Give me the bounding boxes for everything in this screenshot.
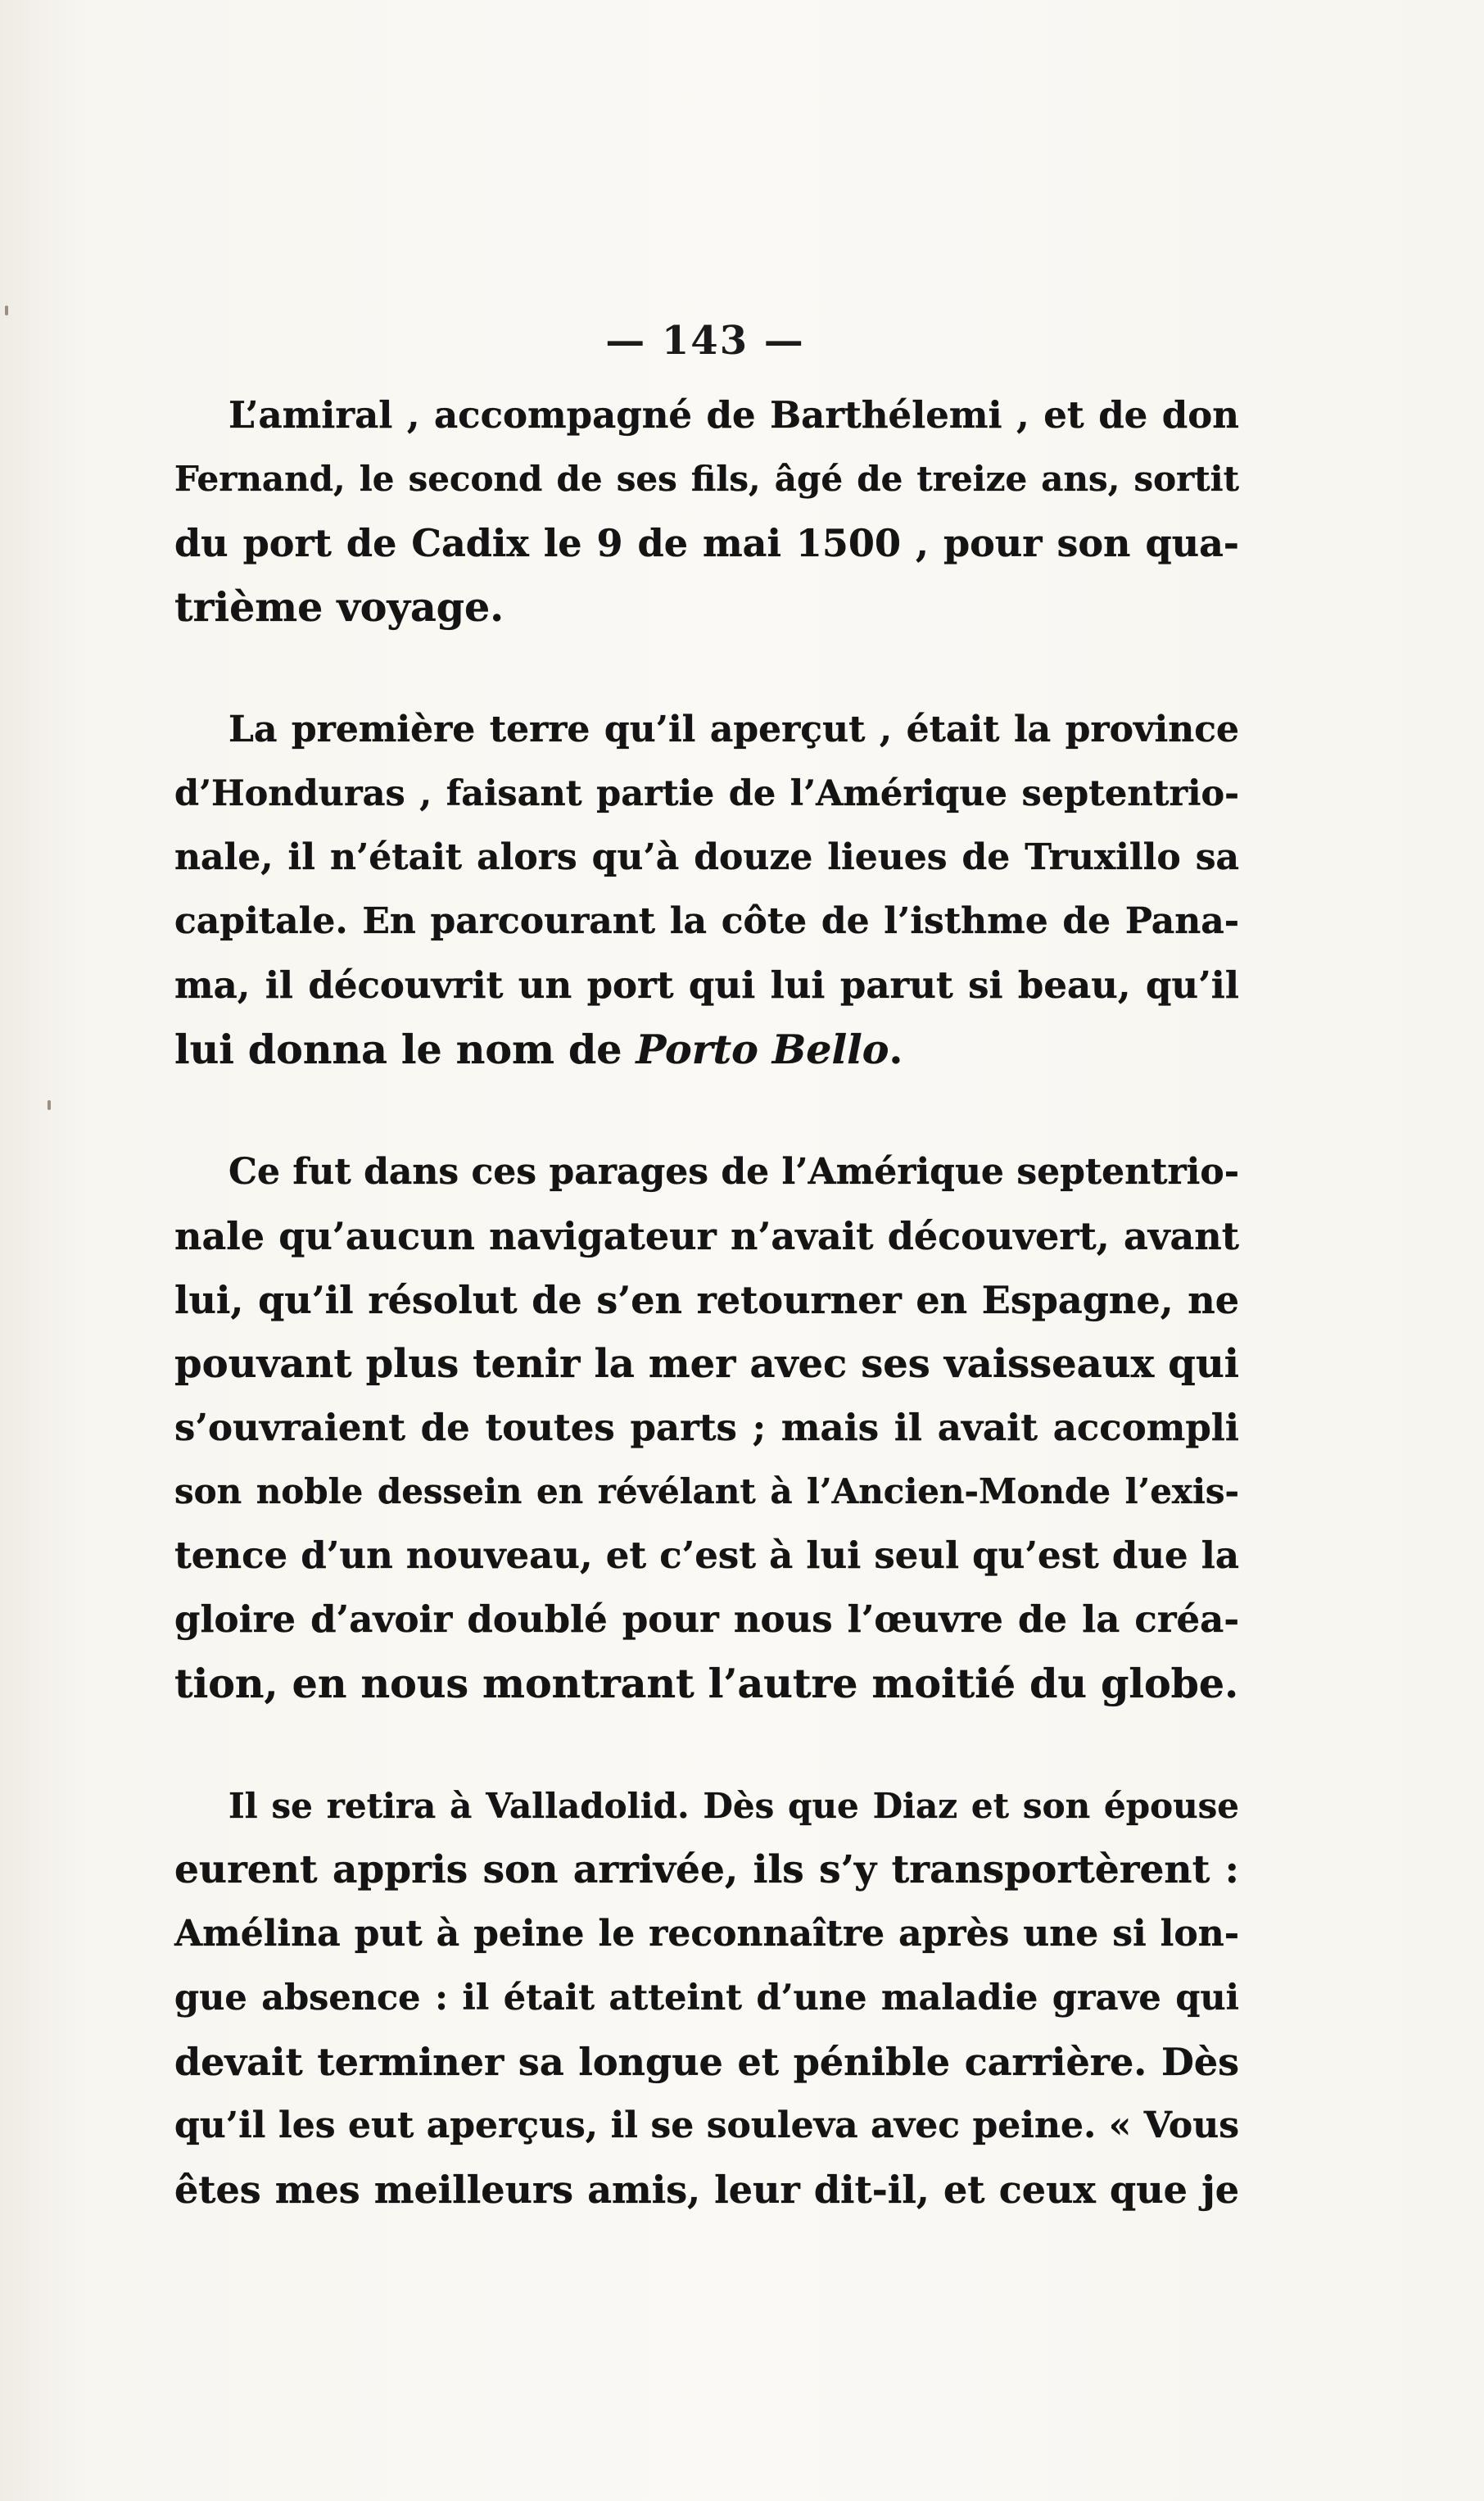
paragraph-4 [174, 1774, 1239, 2222]
text-line: Il se retira à Valladolid. Dès que Diaz et son épouse [228, 1786, 1239, 1826]
text-line: La première terre qu’il aperçut , était la province [228, 709, 1239, 750]
text-line: gloire d’avoir doublé pour nous l’œuvre de la créa- [174, 1597, 1239, 1641]
text-line: tion, en nous montrant l’autre moitié du globe. [174, 1660, 1239, 1707]
text-line: tence d’un nouveau, et c’est à lui seul qu’est due la [174, 1534, 1239, 1577]
text-line: eurent appris son arrivée, ils s’y transportèrent : [174, 1847, 1239, 1892]
italic-place-name: Porto Bello [636, 1026, 889, 1073]
paragraph-2 [174, 698, 1239, 1081]
text-line: s’ouvraient de toutes parts ; mais il avait accompli [174, 1406, 1239, 1449]
paper-speck [48, 1100, 51, 1110]
paragraph-1 [174, 383, 1239, 639]
text-line: son noble dessein en révélant à l’Ancien-Monde l’exis- [174, 1471, 1239, 1511]
text-line: gue absence : il était atteint d’une maladie grave qui [174, 1978, 1239, 2018]
text-line: nale qu’aucun navigateur n’avait découvert, avant [174, 1214, 1239, 1258]
body-text [174, 383, 1239, 2222]
text-line: capitale. En parcourant la côte de l’isthme de Pana- [174, 900, 1239, 942]
paper-speck [5, 306, 8, 315]
text-line: Fernand, le second de ses fils, âgé de treize ans, sortit [174, 459, 1239, 499]
text-line: Amélina put à peine le reconnaître après une si lon- [174, 1913, 1239, 1955]
text-line: ma, il découvrit un port qui lui parut si beau, qu’il [174, 963, 1239, 1007]
text-line: du port de Cadix le 9 de mai 1500 , pour son qua- [174, 521, 1239, 565]
paragraph-3 [174, 1140, 1239, 1715]
text-line: L’amiral , accompagné de Barthélemi , et de don [228, 393, 1239, 437]
text-line: nale, il n’était alors qu’à douze lieues de Truxillo sa [174, 836, 1239, 878]
text-line: Ce fut dans ces parages de l’Amérique septentrio- [228, 1151, 1239, 1193]
text-line: d’Honduras , faisant partie de l’Amérique septentrio- [174, 773, 1239, 814]
text-line: pouvant plus tenir la mer avec ses vaisseaux qui [174, 1341, 1239, 1387]
page-number: — 143 — [605, 318, 805, 364]
text-line-italic-porto-bello: lui donna le nom de Porto Bello. [174, 1026, 903, 1073]
text-line: êtes mes meilleurs amis, leur dit-il, et ceux que je [174, 2168, 1239, 2212]
text-line: devait terminer sa longue et pénible carrière. Dès [174, 2040, 1239, 2084]
text-line: trième voyage. [174, 583, 504, 631]
text-line: qu’il les eut aperçus, il se souleva avec peine. « Vous [174, 2105, 1239, 2146]
text-line: lui, qu’il résolut de s’en retourner en Espagne, ne [174, 1278, 1239, 1322]
